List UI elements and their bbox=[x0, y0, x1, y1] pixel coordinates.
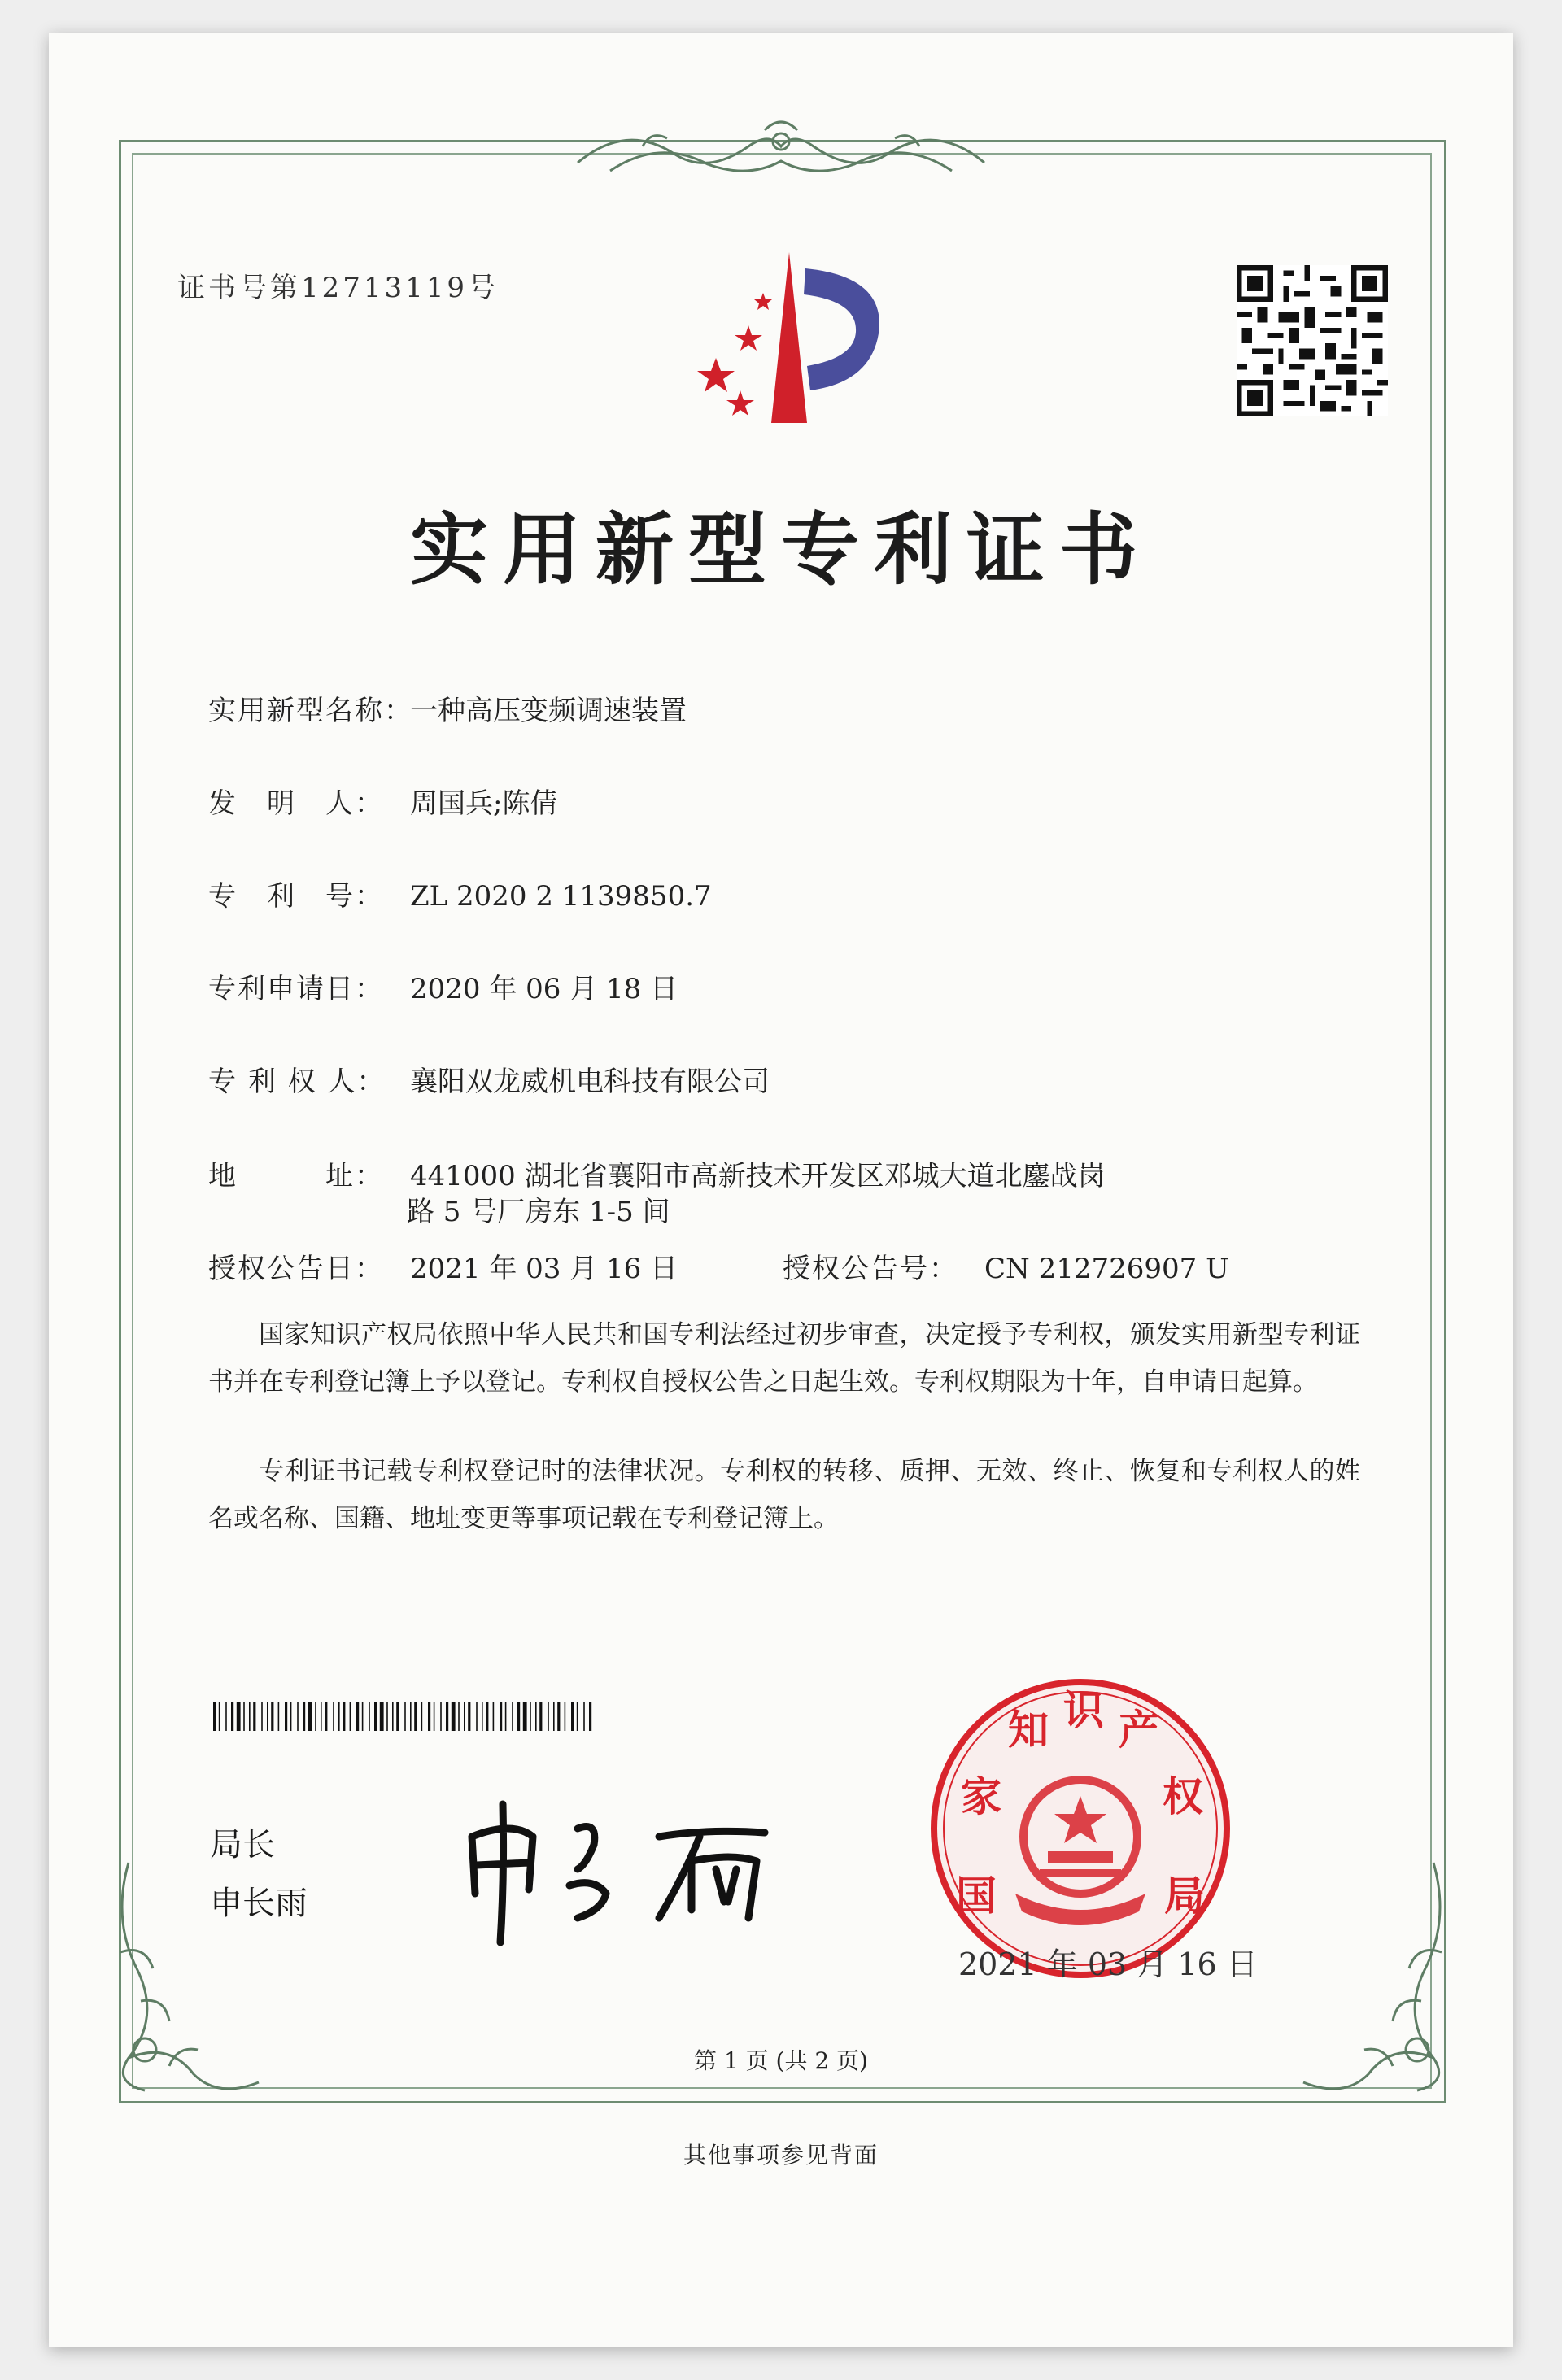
seal-char: 产 bbox=[1119, 1707, 1159, 1754]
barcode-bar bbox=[482, 1702, 483, 1731]
barcode-bar bbox=[468, 1702, 470, 1731]
barcode-bar bbox=[486, 1702, 488, 1731]
field-value: 襄阳双龙威机电科技有限公司 bbox=[410, 1066, 770, 1098]
field-label: 发 明 人： bbox=[208, 787, 384, 820]
field-address bbox=[208, 1153, 1106, 1193]
seal-char: 家 bbox=[961, 1773, 1001, 1820]
barcode-bar bbox=[338, 1702, 340, 1731]
barcode-bar bbox=[583, 1702, 585, 1731]
seal-char: 局 bbox=[1164, 1872, 1205, 1920]
seal-char: 国 bbox=[956, 1872, 997, 1920]
field-inventor bbox=[208, 781, 557, 821]
barcode-bar bbox=[362, 1702, 364, 1731]
certificate-title: 实用新型专利证书 bbox=[410, 504, 1152, 595]
barcode-bar bbox=[446, 1702, 448, 1731]
top-ornament-icon bbox=[561, 114, 1001, 187]
barcode-bar bbox=[571, 1702, 574, 1731]
director-title: 局长 bbox=[210, 1826, 275, 1863]
barcode-bar bbox=[253, 1702, 255, 1731]
field-value: 441000 湖北省襄阳市高新技术开发区邓城大道北鏖战岗 bbox=[410, 1160, 1106, 1192]
field-label: 专 利 号： bbox=[208, 880, 384, 913]
seal-char: 识 bbox=[1063, 1687, 1104, 1734]
barcode-bar bbox=[410, 1702, 412, 1731]
barcode-bar bbox=[356, 1702, 359, 1731]
barcode-bar bbox=[321, 1702, 322, 1731]
qr-code-icon bbox=[1237, 265, 1388, 416]
barcode-bar bbox=[577, 1702, 578, 1731]
barcode-bar bbox=[267, 1702, 268, 1731]
barcode-bar bbox=[308, 1702, 312, 1731]
seal-date: 2021 年 03 月 16 日 bbox=[958, 1946, 1258, 1982]
barcode-bar bbox=[523, 1702, 527, 1731]
field-value: 2020 年 06 月 18 日 bbox=[410, 973, 678, 1005]
barcode-bar bbox=[396, 1702, 399, 1731]
barcode-bar bbox=[458, 1702, 460, 1731]
field-value: 一种高压变频调速装置 bbox=[410, 695, 687, 727]
barcode-bar bbox=[530, 1702, 531, 1731]
certificate-number: 证书号第12713119号 bbox=[177, 272, 500, 304]
barcode-bar bbox=[440, 1702, 442, 1731]
field-patent-number bbox=[208, 874, 712, 913]
barcode-bar bbox=[369, 1702, 370, 1731]
field-value: 周国兵;陈倩 bbox=[410, 787, 558, 820]
barcode-bar bbox=[505, 1702, 507, 1731]
barcode-bar bbox=[374, 1702, 377, 1731]
barcode-bar bbox=[476, 1702, 478, 1731]
barcode-bar bbox=[285, 1702, 287, 1731]
barcode-bar bbox=[219, 1702, 220, 1731]
barcode-bar bbox=[421, 1702, 423, 1731]
barcode-bar bbox=[343, 1702, 345, 1731]
barcode-bar bbox=[512, 1702, 513, 1731]
barcode-bar bbox=[414, 1702, 417, 1731]
barcode-bar bbox=[535, 1702, 537, 1731]
barcode-bar bbox=[271, 1702, 273, 1731]
barcode-bar bbox=[493, 1702, 495, 1731]
barcode-bar bbox=[380, 1702, 384, 1731]
field-label: 实用新型名称： bbox=[208, 695, 413, 727]
field-label: 授权公告日： bbox=[208, 1253, 384, 1285]
field-application-date bbox=[208, 966, 678, 1006]
field-announcement-date bbox=[208, 1246, 678, 1286]
statement-paragraph-2: 专利证书记载专利权登记时的法律状况。专利权的转移、质押、无效、终止、恢复和专利权人的姓名或名称、国籍、地址变更等事项记载在专利登记簿上。 bbox=[208, 1457, 1360, 1533]
field-label: 授权公告号： bbox=[783, 1253, 958, 1285]
statement-paragraph-1: 国家知识产权局依照中华人民共和国专利法经过初步审查，决定授予专利权，颁发实用新型专利证书并在专利登记簿上予以登记。专利权自授权公告之日起生效。专利权期限为十年，自申请日起算。 bbox=[208, 1320, 1360, 1397]
barcode-bar bbox=[231, 1702, 233, 1731]
barcode-bar bbox=[237, 1702, 241, 1731]
seal-char: 知 bbox=[1008, 1707, 1049, 1754]
field-label: 地 址： bbox=[208, 1160, 384, 1192]
barcode-bar bbox=[452, 1702, 456, 1731]
barcode-bar bbox=[428, 1702, 430, 1731]
barcode-bar bbox=[553, 1702, 555, 1731]
barcode-bar bbox=[290, 1702, 292, 1731]
barcode-bar bbox=[539, 1702, 542, 1731]
barcode-bar bbox=[548, 1702, 549, 1731]
barcode-bar bbox=[303, 1702, 305, 1731]
barcode-bar bbox=[517, 1702, 520, 1731]
barcode-bar bbox=[243, 1702, 245, 1731]
address-line-2: 路 5 号厂房东 1-5 间 bbox=[407, 1196, 670, 1228]
signature-icon bbox=[456, 1788, 797, 1951]
barcode-icon bbox=[213, 1702, 596, 1731]
barcode-bar bbox=[565, 1702, 566, 1731]
barcode-bar bbox=[589, 1702, 591, 1731]
barcode-bar bbox=[225, 1702, 227, 1731]
barcode-bar bbox=[386, 1702, 388, 1731]
barcode-bar bbox=[434, 1702, 435, 1731]
field-announcement-number bbox=[783, 1246, 1229, 1286]
barcode-bar bbox=[464, 1702, 465, 1731]
seal-char: 权 bbox=[1163, 1773, 1203, 1820]
field-label: 专 利 权 人： bbox=[208, 1066, 386, 1098]
barcode-bar bbox=[350, 1702, 351, 1731]
barcode-bar bbox=[297, 1702, 299, 1731]
field-utility-model-name bbox=[208, 688, 687, 728]
barcode-bar bbox=[333, 1702, 334, 1731]
barcode-bar bbox=[315, 1702, 316, 1731]
page-number: 第 1 页 (共 2 页) bbox=[694, 2047, 868, 2074]
field-value: ZL 2020 2 1139850.7 bbox=[410, 880, 712, 913]
barcode-bar bbox=[213, 1702, 216, 1731]
barcode-bar bbox=[249, 1702, 251, 1731]
field-value: CN 212726907 U bbox=[984, 1253, 1229, 1285]
barcode-bar bbox=[404, 1702, 406, 1731]
barcode-bar bbox=[500, 1702, 502, 1731]
barcode-bar bbox=[325, 1702, 327, 1731]
barcode-bar bbox=[278, 1702, 280, 1731]
back-note: 其他事项参见背面 bbox=[683, 2142, 879, 2169]
field-patentee bbox=[208, 1059, 770, 1099]
field-label: 专利申请日： bbox=[208, 973, 384, 1005]
barcode-bar bbox=[261, 1702, 263, 1731]
field-value: 2021 年 03 月 16 日 bbox=[410, 1253, 678, 1285]
director-name: 申长雨 bbox=[210, 1885, 308, 1922]
official-seal-icon bbox=[926, 1674, 1235, 1983]
patent-office-logo-icon bbox=[667, 244, 911, 431]
barcode-bar bbox=[392, 1702, 394, 1731]
barcode-bar bbox=[557, 1702, 560, 1731]
